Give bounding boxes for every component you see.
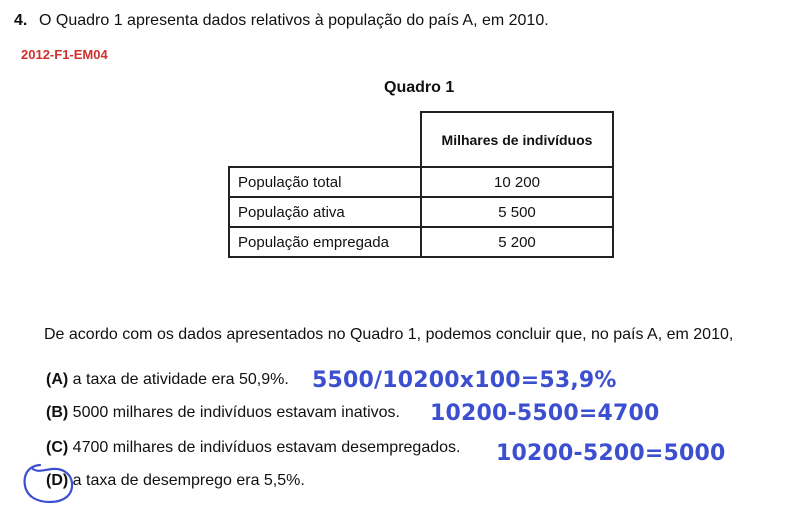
row-value: 5 500 bbox=[421, 197, 613, 227]
option-letter: (B) bbox=[46, 404, 69, 421]
handwritten-note-a: 5500/10200x100=53,9% bbox=[312, 368, 617, 393]
table-row bbox=[229, 167, 613, 197]
table-corner-cell bbox=[229, 112, 421, 167]
option-c[interactable] bbox=[46, 439, 460, 457]
table-header-row bbox=[229, 112, 613, 167]
row-value: 10 200 bbox=[421, 167, 613, 197]
option-a[interactable] bbox=[46, 371, 289, 389]
table-row bbox=[229, 227, 613, 257]
exam-code: 2012-F1-EM04 bbox=[21, 47, 108, 62]
option-b[interactable] bbox=[46, 404, 400, 422]
row-value: 5 200 bbox=[421, 227, 613, 257]
data-table bbox=[228, 111, 614, 258]
option-text: a taxa de atividade era 50,9%. bbox=[72, 371, 289, 388]
option-text: a taxa de desemprego era 5,5%. bbox=[72, 472, 305, 489]
question-text: O Quadro 1 apresenta dados relativos à população do país A, em 2010. bbox=[39, 12, 549, 29]
option-letter: (D) bbox=[46, 472, 69, 489]
table-row bbox=[229, 197, 613, 227]
column-header: Milhares de indivíduos bbox=[421, 112, 613, 167]
option-d[interactable] bbox=[46, 472, 305, 490]
row-label: População ativa bbox=[229, 197, 421, 227]
option-text: 4700 milhares de indivíduos estavam desempregados. bbox=[72, 439, 461, 456]
option-text: 5000 milhares de indivíduos estavam inativos. bbox=[72, 404, 400, 421]
handwritten-note-b: 10200-5500=4700 bbox=[430, 401, 660, 426]
option-letter: (C) bbox=[46, 439, 69, 456]
option-letter: (A) bbox=[46, 371, 69, 388]
intro-text: De acordo com os dados apresentados no Quadro 1, podemos concluir que, no país A, em 2010, bbox=[44, 326, 734, 343]
table-caption: Quadro 1 bbox=[384, 79, 455, 96]
handwritten-note-c: 10200-5200=5000 bbox=[496, 441, 726, 466]
row-label: População empregada bbox=[229, 227, 421, 257]
row-label: População total bbox=[229, 167, 421, 197]
question-number: 4. bbox=[14, 12, 28, 29]
